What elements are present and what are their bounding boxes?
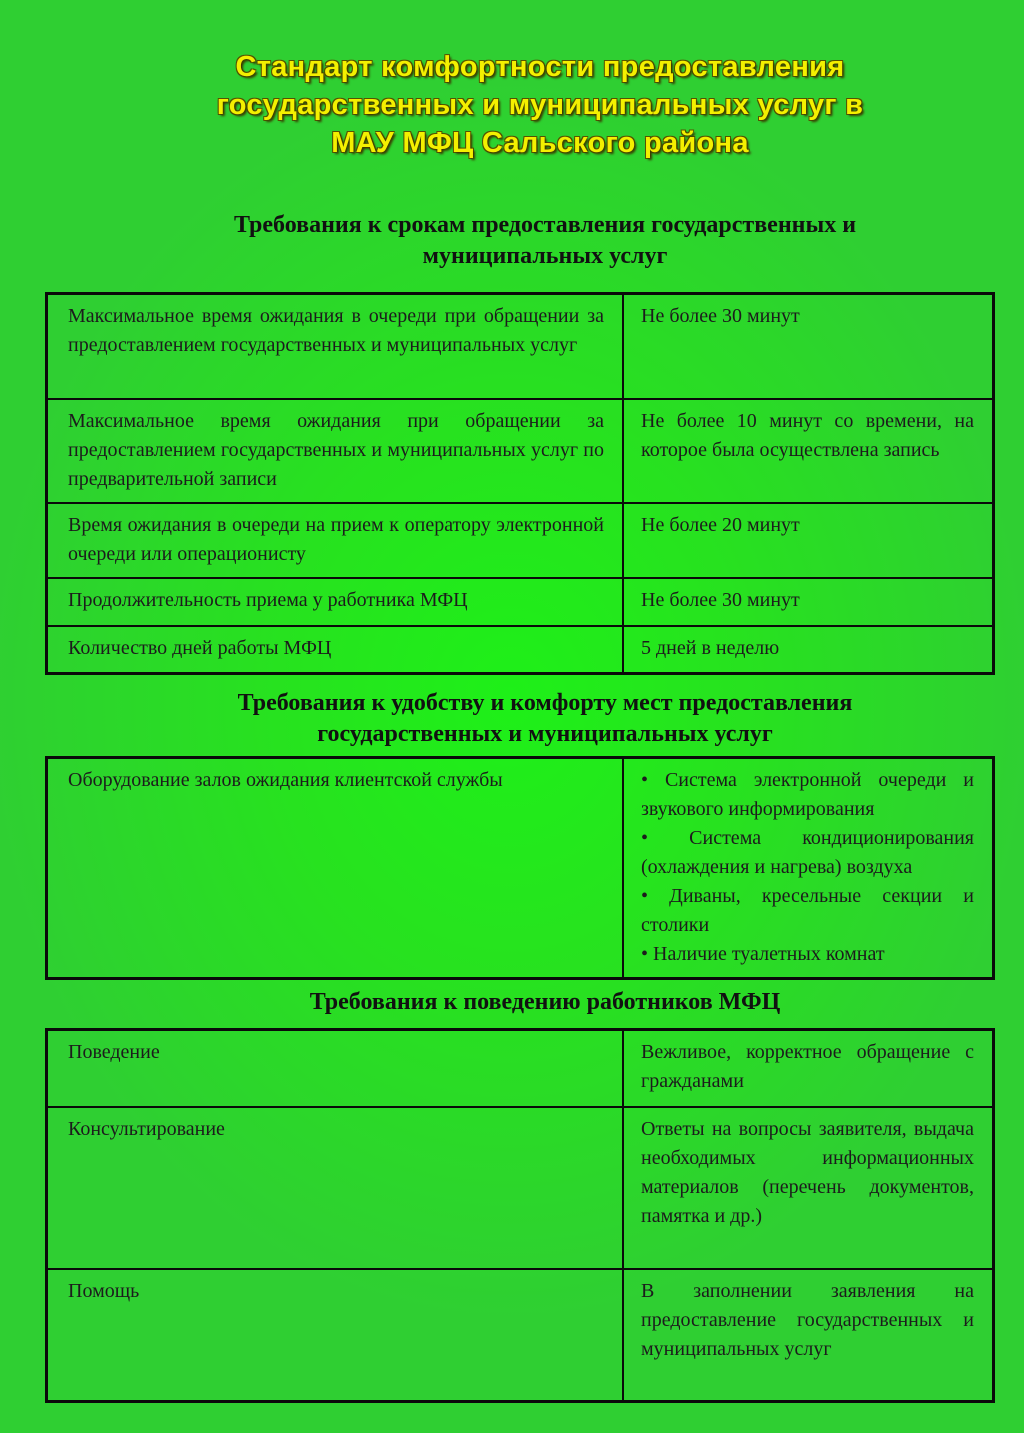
list-item: • Наличие туалетных комнат [641, 943, 885, 965]
main-title-line-1: Стандарт комфортности предоставления [235, 51, 845, 83]
value-cell: Не более 30 минут [623, 294, 994, 399]
requirement-cell: Оборудование залов ожидания клиентской службы [47, 758, 624, 979]
requirement-cell: Максимальное время ожидания в очереди при обращении за предоставлением государственных и муниципальных услуг [47, 294, 624, 399]
table-row [47, 626, 994, 674]
list-item: • Диваны, кресельные секции и столики [641, 885, 974, 936]
table-row [47, 1107, 994, 1269]
value-cell: Не более 10 минут со времени, на которое была осуществлена запись [623, 399, 994, 503]
table-row [47, 1030, 994, 1107]
requirement-cell: Количество дней работы МФЦ [47, 626, 624, 674]
section-title-comfort [100, 688, 990, 750]
deadlines-table [45, 292, 995, 675]
requirement-cell: Помощь [47, 1269, 624, 1402]
main-title [120, 48, 960, 162]
section-title-deadlines-line-2: муниципальных услуг [422, 243, 668, 269]
value-cell: Ответы на вопросы заявителя, выдача необходимых информационных материалов (перечень документов, памятка и др.) [623, 1107, 994, 1269]
comfort-table [45, 756, 995, 980]
section-title-behavior [100, 987, 990, 1018]
section-title-comfort-line-2: государственных и муниципальных услуг [317, 721, 773, 747]
requirement-cell: Максимальное время ожидания при обращении за предоставлением государственных и муниципальных услуг по предварительной записи [47, 399, 624, 503]
main-title-line-2: государственных и муниципальных услуг в [216, 89, 864, 121]
table-row [47, 294, 994, 399]
value-cell: В заполнении заявления на предоставление государственных и муниципальных услуг [623, 1269, 994, 1402]
list-item: • Система кондиционирования (охлаждения и нагрева) воздуха [641, 827, 974, 878]
requirement-cell: Продолжительность приема у работника МФЦ [47, 578, 624, 626]
main-title-line-3: МАУ МФЦ Сальского района [331, 127, 749, 159]
section-title-deadlines-line-1: Требования к срокам предоставления государственных и [233, 212, 857, 238]
requirement-cell: Время ожидания в очереди на прием к оператору электронной очереди или операционисту [47, 503, 624, 578]
table-row [47, 503, 994, 578]
value-cell: Не более 30 минут [623, 578, 994, 626]
table-row [47, 578, 994, 626]
table-row [47, 758, 994, 979]
requirement-cell: Консультирование [47, 1107, 624, 1269]
section-title-comfort-line-1: Требования к удобству и комфорту мест предоставления [237, 690, 853, 716]
value-cell: Вежливое, корректное обращение с гражданами [623, 1030, 994, 1107]
value-cell: 5 дней в неделю [623, 626, 994, 674]
requirement-cell: Поведение [47, 1030, 624, 1107]
section-title-behavior-line-1: Требования к поведению работников МФЦ [309, 989, 781, 1015]
section-title-deadlines [100, 210, 990, 272]
list-item: • Система электронной очереди и звукового информирования [641, 769, 974, 820]
table-row [47, 1269, 994, 1402]
table-row [47, 399, 994, 503]
value-cell: Не более 20 минут [623, 503, 994, 578]
equipment-list-cell [623, 758, 994, 979]
behavior-table [45, 1028, 995, 1403]
